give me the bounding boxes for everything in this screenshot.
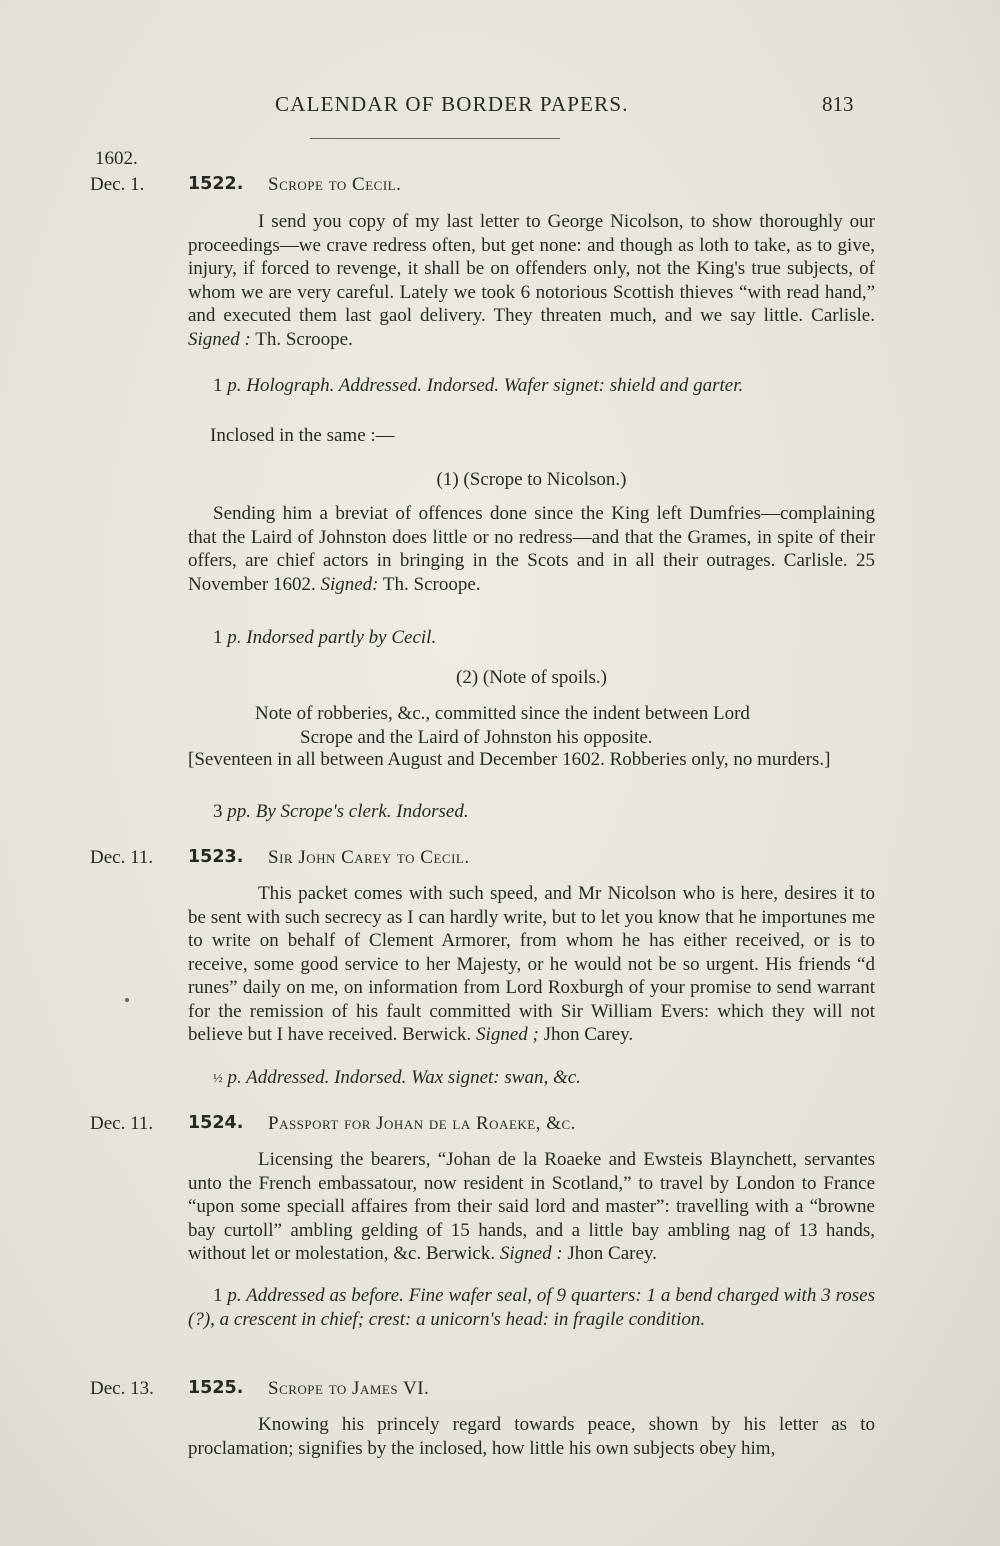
note-text: pp. By Scrope's clerk. Indorsed. (227, 801, 469, 822)
entry-body (188, 210, 875, 351)
body-text: I send you copy of my last letter to George Nicolson, to show thoroughly our proceedings—we crave redress often, but get none: and though as loth to take, as to give, injury, if forced to revenge, it shall be on offenders only, not the King's true subjects, of whom we are very careful. Lately we took 6 notorious Scottish thieves “with read hand,” and executed them last gaol delivery. They threaten much, and we say little. Carlisle. (188, 211, 875, 326)
entry-title: Scrope to James VI. (268, 1378, 430, 1399)
enclosure-note (188, 800, 875, 824)
signed-label: Signed : (188, 328, 251, 350)
entry-date: Dec. 13. (90, 1378, 154, 1399)
note-prefix: 1 (213, 375, 223, 396)
entry-number: 1524. (188, 1113, 244, 1133)
header-rule (310, 138, 560, 139)
entry-number: 1525. (188, 1378, 244, 1398)
entry-body (188, 1413, 875, 1460)
signed-name: Jhon Carey. (567, 1243, 657, 1264)
signed-name: Jhon Carey. (543, 1024, 634, 1045)
note-prefix: ½ (213, 1070, 223, 1085)
entry-title: Sir John Carey to Cecil. (268, 847, 470, 868)
signed-label: Signed: (320, 573, 379, 595)
entry-body (188, 1148, 875, 1266)
inclosed-line: Inclosed in the same :— (210, 425, 395, 446)
signed-name: Th. Scroope. (382, 573, 481, 595)
body-text: Knowing his princely regard towards peace, shown by his letter as to proclamation; signifies by the inclosed, how little his own subjects obey him, (188, 1414, 875, 1459)
spoils-text-cont: Scrope and the Laird of Johnston his opposite. (300, 726, 653, 748)
entry-date: Dec. 11. (90, 1113, 154, 1134)
entry-date: Dec. 1. (90, 174, 145, 195)
spoils-body (255, 702, 875, 749)
enclosure-body (188, 502, 875, 596)
body-text: This packet comes with such speed, and Mr Nicolson who is here, desires it to be sent with such secrecy as I can hardly write, but to let you know that he importunes me to write on behalf of Clement Armorer, from whom he has either received, or is to receive, some good service to her Majesty, or he would not be so urgent. His friends “d runes” daily on me, on information from Lord Roxburgh of your promise to send warrant for the remission of his fault committed with Sir William Evers: which they will not believe but I have received. Berwick. (188, 883, 875, 1045)
margin-mark (125, 998, 129, 1002)
enclosure-heading: (2) (Note of spoils.) (456, 667, 607, 688)
note-text: p. Addressed as before. Fine wafer seal, of 9 quarters: 1 a bend charged with 3 roses (?), a crescent in chief; crest: a unicorn's head: in fragile condition. (188, 1285, 875, 1330)
running-head (0, 92, 1000, 122)
signed-name: Th. Scroope. (255, 328, 353, 350)
entry-note (188, 1066, 875, 1090)
note-prefix: 1 (213, 627, 223, 648)
running-title: CALENDAR OF BORDER PAPERS. (275, 92, 629, 116)
note-text: p. Holograph. Addressed. Indorsed. Wafer signet: shield and garter. (227, 375, 744, 396)
enclosure-text: Sending him a breviat of offences done since the King left Dumfries—complaining that the Laird of Johnston does little or no redress—and that the Grames, in spite of their offers, are chief actors in bringing in the Scots and in all their outrages. Carlisle. 25 November 1602. (188, 503, 875, 595)
bracket-note: [Seventeen in all between August and December 1602. Robberies only, no murders.] (188, 749, 831, 770)
page-number: 813 (822, 92, 854, 116)
body-text: Licensing the bearers, “Johan de la Roaeke and Ewsteis Blaynchett, servantes unto the French embassatour, now resident in Scotland,” to travel by London to France “upon some speciall affaires from their said lord and master”: travelling with a “browne bay curtoll” ambling gelding of 15 hands, and a little bay ambling nag of 13 hands, without let or molestation, &c. Berwick. (188, 1149, 875, 1264)
note-text: p. Indorsed partly by Cecil. (227, 627, 437, 648)
entry-title: Passport for Johan de la Roaeke, &c. (268, 1113, 576, 1134)
entry-note (188, 1284, 875, 1331)
enclosure-note (188, 626, 875, 650)
note-text: p. Addressed. Indorsed. Wax signet: swan, &c. (227, 1067, 581, 1088)
enclosure-heading: (1) (Scrope to Nicolson.) (436, 469, 627, 490)
year-label: 1602. (95, 148, 138, 169)
note-prefix: 3 (213, 801, 223, 822)
entry-title: Scrope to Cecil. (268, 174, 402, 195)
entry-number: 1523. (188, 847, 244, 867)
signed-label: Signed : (499, 1243, 563, 1264)
spoils-text-first: Note of robberies, &c., committed since the indent between Lord (255, 703, 750, 724)
entry-date: Dec. 11. (90, 847, 154, 868)
signed-label: Signed ; (476, 1024, 539, 1045)
entry-note (188, 374, 875, 398)
entry-body (188, 882, 875, 1047)
entry-number: 1522. (188, 174, 244, 194)
note-prefix: 1 (213, 1285, 223, 1306)
